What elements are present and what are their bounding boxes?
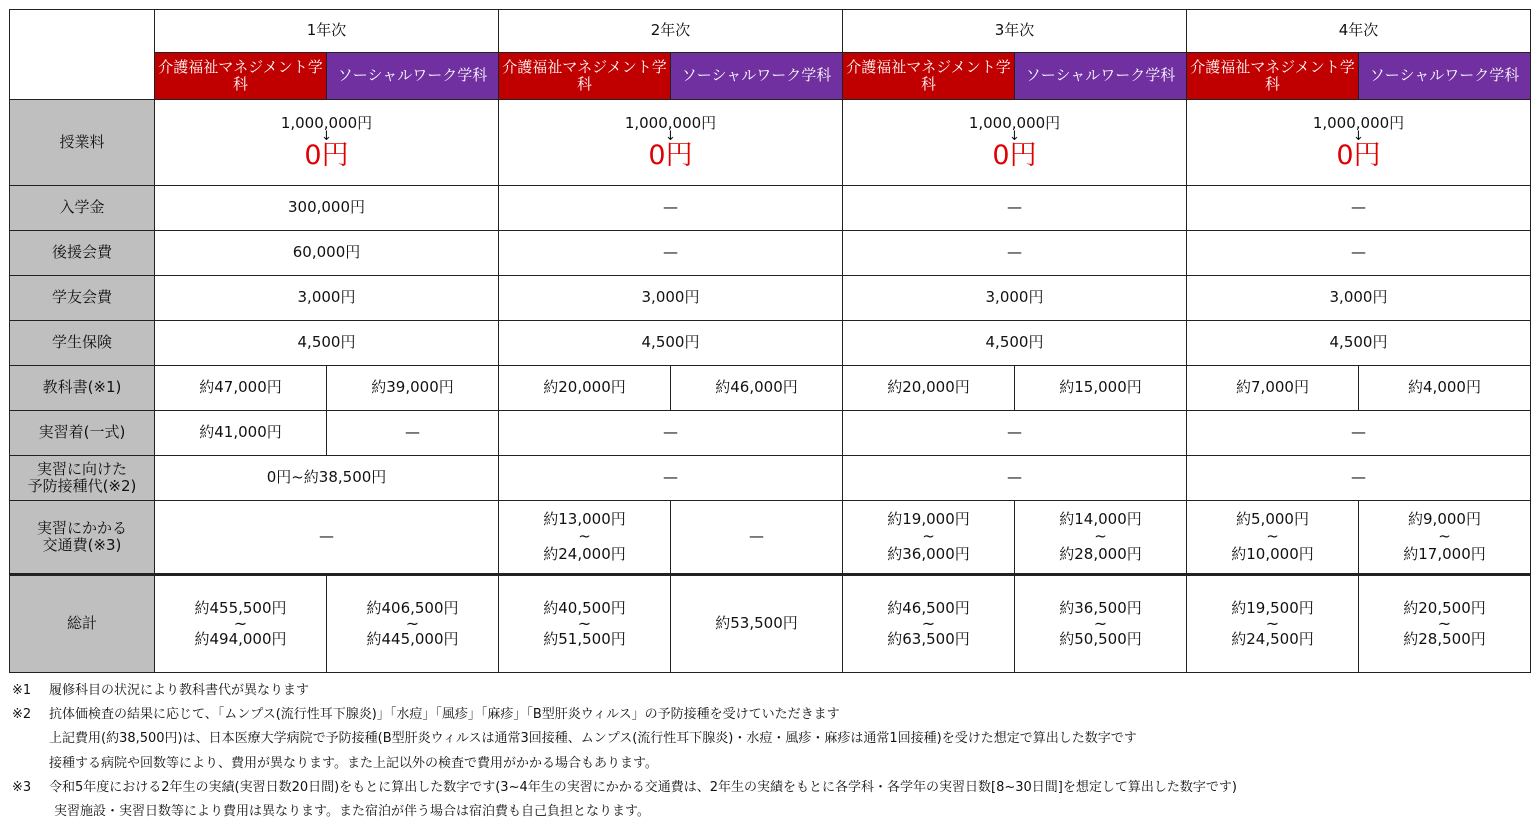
down-arrow-icon: ↓ bbox=[665, 128, 676, 144]
textbook-year-4-kaigo: 約7,000円 bbox=[1187, 366, 1359, 411]
support-fee-year-2: — bbox=[499, 231, 843, 276]
range-low: 約5,000円 bbox=[1236, 510, 1309, 529]
tuition-original: 1,000,000円 bbox=[968, 113, 1061, 132]
range-low: 約36,500円 bbox=[1059, 598, 1142, 617]
footnote-text: 抗体価検査の結果に応じて、「ムンプス(流行性耳下腺炎)」「水痘」「風疹」「麻疹」「B型肝炎ウィルス」の予防接種を受けていただきます bbox=[49, 707, 840, 723]
uniform-year-1-kaigo: 約41,000円 bbox=[155, 411, 327, 456]
tuition-fee-table bbox=[9, 9, 1531, 673]
transport-label-line-1: 実習にかかる bbox=[36, 518, 127, 537]
transport-year-3-social bbox=[1015, 501, 1187, 575]
tuition-original: 1,000,000円 bbox=[1312, 113, 1405, 132]
down-arrow-icon: ↓ bbox=[1009, 128, 1020, 144]
alumni-fee-year-3: 3,000円 bbox=[843, 276, 1187, 321]
insurance-row bbox=[10, 321, 1531, 366]
textbook-year-1-kaigo: 約47,000円 bbox=[155, 366, 327, 411]
range-high: 約17,000円 bbox=[1403, 544, 1486, 563]
insurance-year-2: 4,500円 bbox=[499, 321, 843, 366]
alumni-fee-year-1: 3,000円 bbox=[155, 276, 499, 321]
transport-year-1: — bbox=[155, 501, 499, 575]
admission-year-2: — bbox=[499, 186, 843, 231]
alumni-fee-row bbox=[10, 276, 1531, 321]
vaccine-label bbox=[10, 456, 155, 501]
range-tilde: ~ bbox=[233, 613, 248, 633]
support-fee-year-1: 60,000円 bbox=[155, 231, 499, 276]
footnote-text: 履修科目の状況により教科書代が異なります bbox=[49, 683, 310, 698]
dept-kaigo-header: 介護福祉マネジメント学科 bbox=[155, 53, 327, 100]
tuition-original: 1,000,000円 bbox=[280, 113, 373, 132]
footnote-3-line-2: 実習施設・実習日数等により費用は異なります。また宿泊が伴う場合は宿泊費も自己負担となります。 bbox=[54, 804, 650, 820]
uniform-year-1-social: — bbox=[327, 411, 499, 456]
range-tilde: ~ bbox=[1437, 613, 1452, 633]
total-year-3-social bbox=[1015, 575, 1187, 673]
total-year-3-kaigo bbox=[843, 575, 1015, 673]
textbook-label: 教科書(※1) bbox=[10, 366, 155, 411]
dept-social-header: ソーシャルワーク学科 bbox=[1015, 53, 1187, 100]
vaccine-year-3: — bbox=[843, 456, 1187, 501]
tuition-year-3 bbox=[843, 100, 1187, 186]
uniform-label: 実習着(一式) bbox=[10, 411, 155, 456]
year-header-row bbox=[10, 10, 1531, 53]
range-tilde: ~ bbox=[1094, 527, 1107, 546]
transport-label-line-2: 交通費(※3) bbox=[42, 536, 122, 554]
vaccine-row bbox=[10, 456, 1531, 501]
vaccine-label-line-1: 実習に向けた bbox=[36, 459, 127, 478]
tuition-discounted: 0円 bbox=[1336, 139, 1381, 171]
range-high: 約63,500円 bbox=[887, 630, 970, 649]
range-low: 約20,500円 bbox=[1403, 598, 1486, 617]
admission-row bbox=[10, 186, 1531, 231]
alumni-fee-year-4: 3,000円 bbox=[1187, 276, 1531, 321]
vaccine-year-4: — bbox=[1187, 456, 1531, 501]
range-high: 約36,000円 bbox=[887, 544, 970, 563]
footnote-2-line-2: 上記費用(約38,500円)は、日本医療大学病院で予防接種(B型肝炎ウィルスは通常3回接種、ムンプス(流行性耳下腺炎)・水痘・風疹・麻疹は通常1回接種)を受けた想定で算出した数字です bbox=[49, 731, 1137, 747]
tuition-discounted: 0円 bbox=[304, 139, 349, 171]
total-year-1-kaigo bbox=[155, 575, 327, 673]
admission-year-1: 300,000円 bbox=[155, 186, 499, 231]
footnote-text: 令和5年度における2年生の実績(実習日数20日間)をもとに算出した数字です(3~4年生の実習にかかる交通費は、2年生の実績をもとに各学科・各学年の実習日数[8~30日間]を想定して算出した数字です) bbox=[49, 779, 1237, 795]
total-label: 総計 bbox=[10, 575, 155, 673]
dept-kaigo-header: 介護福祉マネジメント学科 bbox=[1187, 53, 1359, 100]
dept-kaigo-header: 介護福祉マネジメント学科 bbox=[499, 53, 671, 100]
range-tilde: ~ bbox=[1266, 527, 1279, 546]
support-fee-year-3: — bbox=[843, 231, 1187, 276]
range-high: 約24,500円 bbox=[1231, 630, 1314, 649]
range-high: 約28,500円 bbox=[1403, 630, 1486, 649]
tuition-original: 1,000,000円 bbox=[624, 113, 717, 132]
corner-cell bbox=[10, 10, 155, 100]
total-row bbox=[10, 575, 1531, 673]
transport-row bbox=[10, 501, 1531, 575]
tuition-discounted: 0円 bbox=[648, 139, 693, 171]
department-header-row bbox=[10, 53, 1531, 100]
textbook-year-2-kaigo: 約20,000円 bbox=[499, 366, 671, 411]
tuition-year-2 bbox=[499, 100, 843, 186]
range-high: 約494,000円 bbox=[194, 630, 287, 649]
textbook-row bbox=[10, 366, 1531, 411]
tuition-year-1 bbox=[155, 100, 499, 186]
total-year-4-social bbox=[1359, 575, 1531, 673]
transport-year-3-kaigo bbox=[843, 501, 1015, 575]
footnote-3 bbox=[12, 776, 1522, 800]
textbook-year-3-kaigo: 約20,000円 bbox=[843, 366, 1015, 411]
admission-year-4: — bbox=[1187, 186, 1531, 231]
tuition-year-4 bbox=[1187, 100, 1531, 186]
total-year-2-social: 約53,500円 bbox=[671, 575, 843, 673]
range-low: 約13,000円 bbox=[543, 510, 626, 529]
uniform-year-2: — bbox=[499, 411, 843, 456]
transport-year-4-social bbox=[1359, 501, 1531, 575]
range-tilde: ~ bbox=[405, 613, 420, 633]
uniform-year-3: — bbox=[843, 411, 1187, 456]
year-3-header: 3年次 bbox=[843, 10, 1187, 53]
total-year-1-social bbox=[327, 575, 499, 673]
range-tilde: ~ bbox=[1093, 613, 1108, 633]
down-arrow-icon: ↓ bbox=[1353, 128, 1364, 144]
tuition-row bbox=[10, 100, 1531, 186]
insurance-label: 学生保険 bbox=[10, 321, 155, 366]
vaccine-year-1: 0円~約38,500円 bbox=[155, 456, 499, 501]
textbook-year-2-social: 約46,000円 bbox=[671, 366, 843, 411]
range-low: 約19,000円 bbox=[887, 510, 970, 529]
footnote-mark: ※2 bbox=[12, 707, 32, 723]
footnotes bbox=[12, 679, 1522, 824]
uniform-row bbox=[10, 411, 1531, 456]
transport-year-4-kaigo bbox=[1187, 501, 1359, 575]
support-fee-label: 後援会費 bbox=[10, 231, 155, 276]
support-fee-year-4: — bbox=[1187, 231, 1531, 276]
insurance-year-1: 4,500円 bbox=[155, 321, 499, 366]
range-tilde: ~ bbox=[922, 527, 935, 546]
range-low: 約9,000円 bbox=[1408, 510, 1481, 529]
footnote-mark: ※1 bbox=[12, 683, 32, 698]
total-year-2-kaigo bbox=[499, 575, 671, 673]
insurance-year-3: 4,500円 bbox=[843, 321, 1187, 366]
range-low: 約406,500円 bbox=[366, 598, 459, 617]
range-low: 約455,500円 bbox=[194, 598, 287, 617]
range-high: 約10,000円 bbox=[1231, 544, 1314, 563]
year-1-header: 1年次 bbox=[155, 10, 499, 53]
range-low: 約46,500円 bbox=[887, 598, 970, 617]
dept-kaigo-header: 介護福祉マネジメント学科 bbox=[843, 53, 1015, 100]
vaccine-year-2: — bbox=[499, 456, 843, 501]
admission-label: 入学金 bbox=[10, 186, 155, 231]
footnote-2-line-3: 接種する病院や回数等により、費用が異なります。また上記以外の検査で費用がかかる場合もあります。 bbox=[49, 755, 658, 771]
year-4-header: 4年次 bbox=[1187, 10, 1531, 53]
range-tilde: ~ bbox=[921, 613, 936, 633]
transport-year-2-social: — bbox=[671, 501, 843, 575]
support-fee-row bbox=[10, 231, 1531, 276]
year-2-header: 2年次 bbox=[499, 10, 843, 53]
vaccine-label-line-2: 予防接種代(※2) bbox=[27, 477, 137, 495]
total-year-4-kaigo bbox=[1187, 575, 1359, 673]
dept-social-header: ソーシャルワーク学科 bbox=[327, 53, 499, 100]
range-tilde: ~ bbox=[578, 527, 591, 546]
transport-year-2-kaigo bbox=[499, 501, 671, 575]
range-low: 約19,500円 bbox=[1231, 598, 1314, 617]
range-high: 約51,500円 bbox=[543, 630, 626, 649]
range-low: 約40,500円 bbox=[543, 598, 626, 617]
textbook-year-3-social: 約15,000円 bbox=[1015, 366, 1187, 411]
range-low: 約14,000円 bbox=[1059, 510, 1142, 529]
footnote-2 bbox=[12, 703, 1522, 727]
alumni-fee-year-2: 3,000円 bbox=[499, 276, 843, 321]
insurance-year-4: 4,500円 bbox=[1187, 321, 1531, 366]
textbook-year-4-social: 約4,000円 bbox=[1359, 366, 1531, 411]
tuition-discounted: 0円 bbox=[992, 139, 1037, 171]
transport-label bbox=[10, 501, 155, 575]
range-high: 約24,000円 bbox=[543, 544, 626, 563]
admission-year-3: — bbox=[843, 186, 1187, 231]
dept-social-header: ソーシャルワーク学科 bbox=[671, 53, 843, 100]
tuition-label: 授業料 bbox=[10, 100, 155, 186]
footnote-1 bbox=[12, 679, 1522, 703]
range-tilde: ~ bbox=[1438, 527, 1451, 546]
range-high: 約50,500円 bbox=[1059, 630, 1142, 649]
range-high: 約28,000円 bbox=[1059, 544, 1142, 563]
range-tilde: ~ bbox=[1265, 613, 1280, 633]
uniform-year-4: — bbox=[1187, 411, 1531, 456]
range-tilde: ~ bbox=[577, 613, 592, 633]
range-high: 約445,000円 bbox=[366, 630, 459, 649]
dept-social-header: ソーシャルワーク学科 bbox=[1359, 53, 1531, 100]
alumni-fee-label: 学友会費 bbox=[10, 276, 155, 321]
footnote-mark: ※3 bbox=[12, 779, 32, 795]
textbook-year-1-social: 約39,000円 bbox=[327, 366, 499, 411]
down-arrow-icon: ↓ bbox=[321, 128, 332, 144]
